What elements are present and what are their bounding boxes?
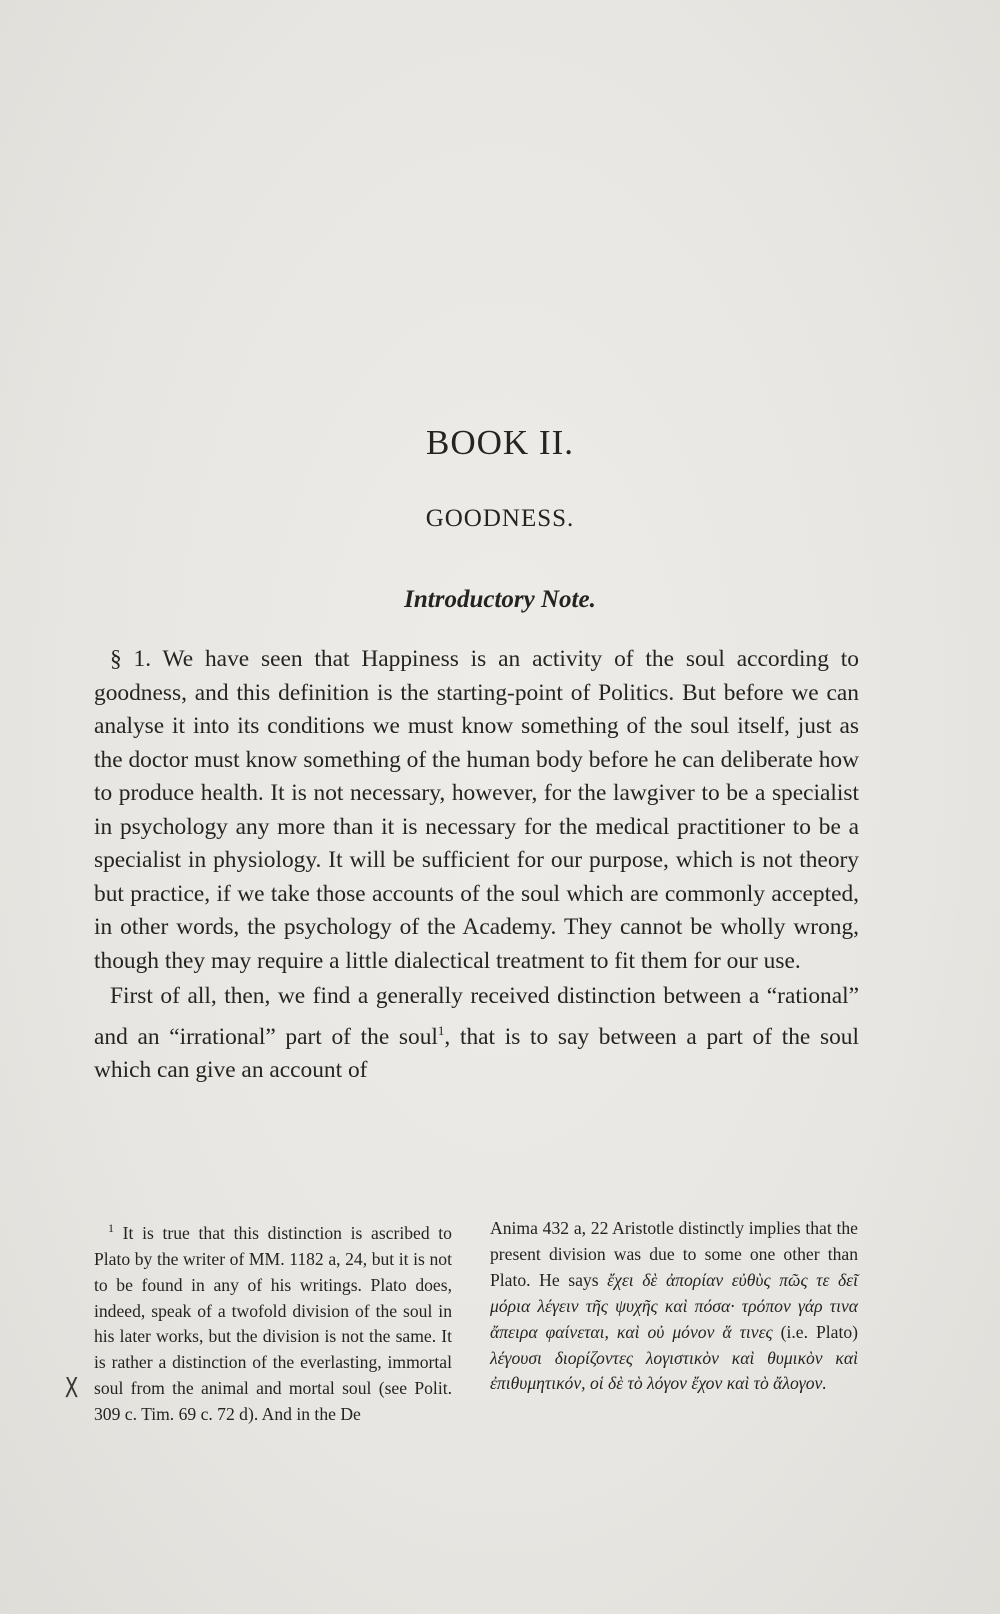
paragraph-2: [94, 980, 859, 1087]
footnote-marker: 1: [108, 1221, 114, 1235]
footnote-1-left-text: It is true that this distinction is ascribed to Plato by the writer of MM. 1182 a, 24, but it is not to be found in any of his writings. Plato does, indeed, speak of a twofold division of the soul in his later works, but the division is not the same. It is rather a distinction of the everlasting, immortal soul from the animal and mortal soul (see Polit. 309 c. Tim. 69 c. 72 d). And in the De: [94, 1222, 452, 1425]
footnote-left-column: [94, 1216, 452, 1428]
paragraph-2-start: First of all, then, we find a generally received distinction between a “rational” and an “irrational” part of the soul: [94, 983, 859, 1050]
footnote-1-right: [490, 1216, 858, 1397]
main-text: [94, 643, 859, 1087]
greek-quote-2: λέγουσι διορίζοντες λογιστικὸν καὶ θυμικὸν καὶ ἐπιθυμητικόν, οἱ δὲ τὸ λόγον ἔχον καὶ τὸ ἄλογον.: [490, 1347, 858, 1394]
section-title: GOODNESS.: [425, 505, 575, 532]
introductory-note-heading: Introductory Note.: [404, 586, 596, 613]
footnote-1-left: [94, 1216, 452, 1428]
margin-mark: X: [64, 1371, 79, 1404]
book-title: BOOK II.: [426, 423, 574, 462]
footnote-right-intro: Anima 432 a, 22 Aristotle distinctly implies that the present division was due to some one other than Plato. He says: [490, 1218, 858, 1290]
paragraph-2-end: , that is to say between a part of the soul which can give an account of: [94, 1023, 859, 1083]
greek-quote-1: ἔχει δὲ ἀπορίαν εὐθὺς πῶς τε δεῖ μόρια λέγειν τῆς ψυχῆς καὶ πόσα· τρόπον γάρ τινα ἄπειρα φαίνεται, καὶ οὐ μόνον ἅ τινες: [490, 1269, 858, 1342]
paragraph-1: § 1. We have seen that Happiness is an activity of the soul according to goodness, and this definition is the starting-point of Politics. But before we can analyse it into its conditions we must know something of the soul itself, just as the doctor must know something of the human body before he can deliberate how to produce health. It is not necessary, however, for the lawgiver to be a specialist in psychology any more than it is necessary for the medical practitioner to be a specialist in physiology. It will be sufficient for our purpose, which is not theory but practice, if we take those accounts of the soul which are commonly accepted, in other words, the psychology of the Academy. They cannot be wholly wrong, though they may require a little dialectical treatment to fit them for our use.: [94, 646, 859, 974]
footnote-right-column: [490, 1216, 858, 1397]
footnote-reference: 1: [437, 1022, 445, 1038]
plato-note: (i.e. Plato): [780, 1321, 859, 1342]
